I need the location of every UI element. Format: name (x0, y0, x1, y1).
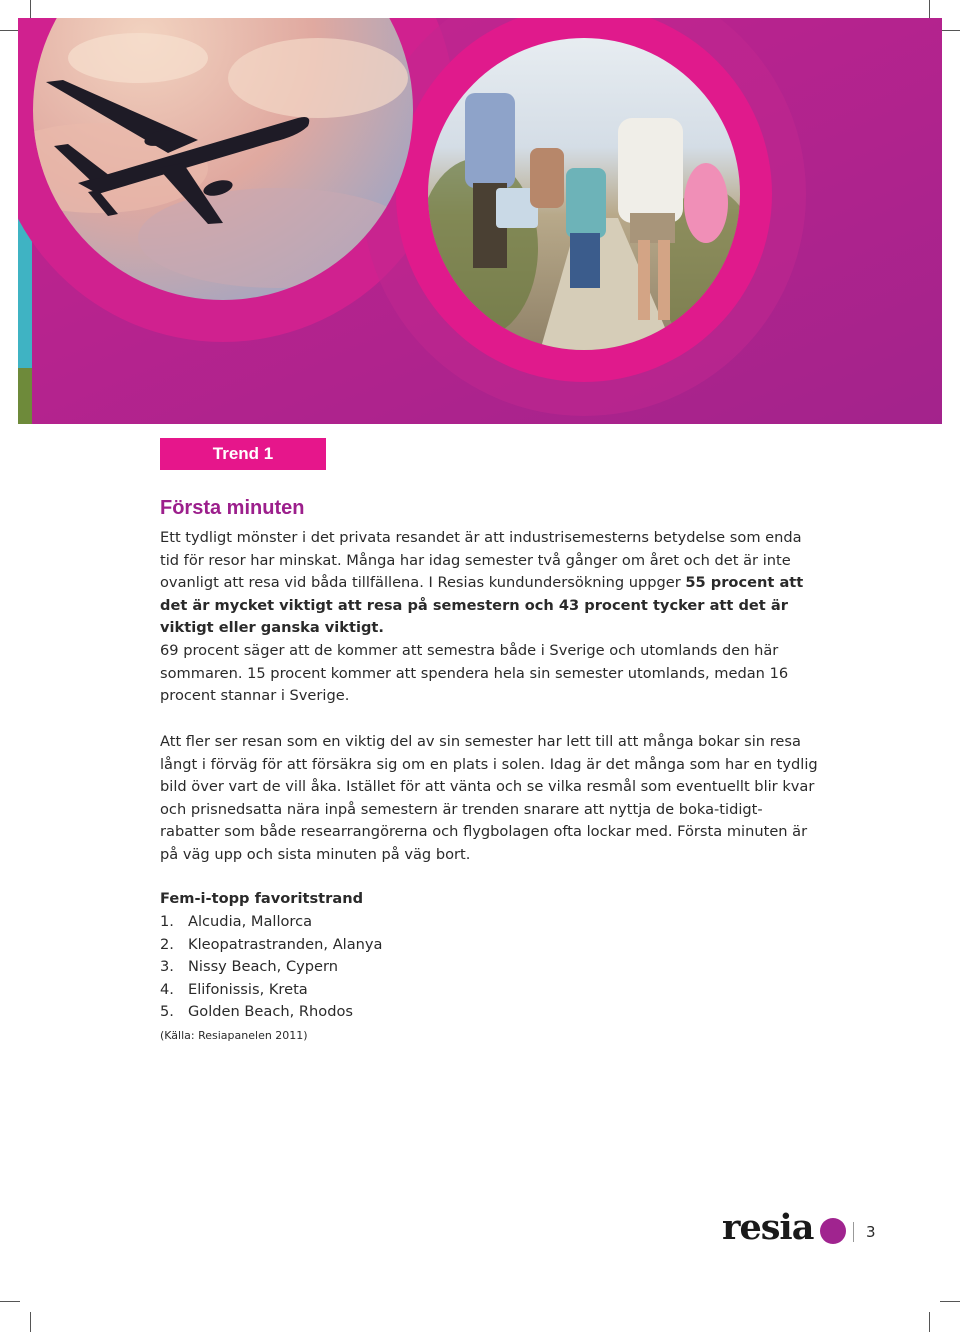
section-title: Första minuten (160, 497, 305, 519)
paragraph-1 (160, 527, 820, 640)
list-item: 3. Nissy Beach, Cypern (160, 958, 338, 976)
paragraph-1-text: Ett tydligt mönster i det privata resandet är att industrisemesterns betydelse som enda tid för resor har minskat. Många har idag semester två gånger om året och det är inte ovanligt att resa vid båda tillfällena. I Resias kundundersökning uppger (160, 529, 802, 592)
list-item: 1. Alcudia, Mallorca (160, 913, 313, 930)
list-item: 2. Kleopatrastranden, Alanya (160, 935, 383, 953)
paragraph-3: Att fler ser resan som en viktig del av sin semester har lett till att många bokar sin resa långt i förväg för att försäkra sig om en plats i solen. Idag är det många som har en tydlig bild över vart de vill åka. Istället för att vänta och se vilka resmål som eventuellt blir kvar och prisnedsatta nära inpå semestern är trenden snarare att nyttja de boka-tidigt-rabatter som både researrangörerna och flygbolagen ofta lockar med. Första minuten är på väg upp och sista minuten på väg bort. (160, 733, 818, 863)
list-item: 5. Golden Beach, Rhodos (160, 1003, 354, 1021)
crop-mark (929, 1312, 930, 1332)
crop-mark (0, 30, 20, 31)
crop-mark (940, 30, 960, 31)
paragraph-2: 69 procent säger att de kommer att semestra både i Sverige och utomlands den här sommaren. 15 procent kommer att spendera hela sin semester utomlands, medan 16 procent stannar i Sverige. (160, 642, 789, 705)
crop-mark (929, 0, 930, 20)
crop-mark (30, 1312, 31, 1332)
paragraph-1-bold: 55 procent att det är mycket viktigt att resa på semestern och 43 procent tycker att det är viktigt eller ganska viktigt. (160, 574, 804, 637)
page-number: 3 (866, 1223, 876, 1241)
crop-mark (30, 0, 31, 20)
logo-dot-icon (820, 1218, 846, 1244)
crop-mark (0, 1301, 20, 1302)
resia-logo: resia (722, 1207, 814, 1248)
crop-mark (940, 1301, 960, 1302)
source-note: (Källa: Resiapanelen 2011) (160, 1029, 308, 1042)
page-separator (853, 1222, 854, 1242)
beach-list-title: Fem-i-topp favoritstrand (160, 890, 364, 907)
trend-tag: Trend 1 (160, 438, 326, 470)
list-item: 4. Elifonissis, Kreta (160, 980, 308, 998)
header-banner (18, 18, 942, 424)
beach-list (160, 911, 383, 1024)
